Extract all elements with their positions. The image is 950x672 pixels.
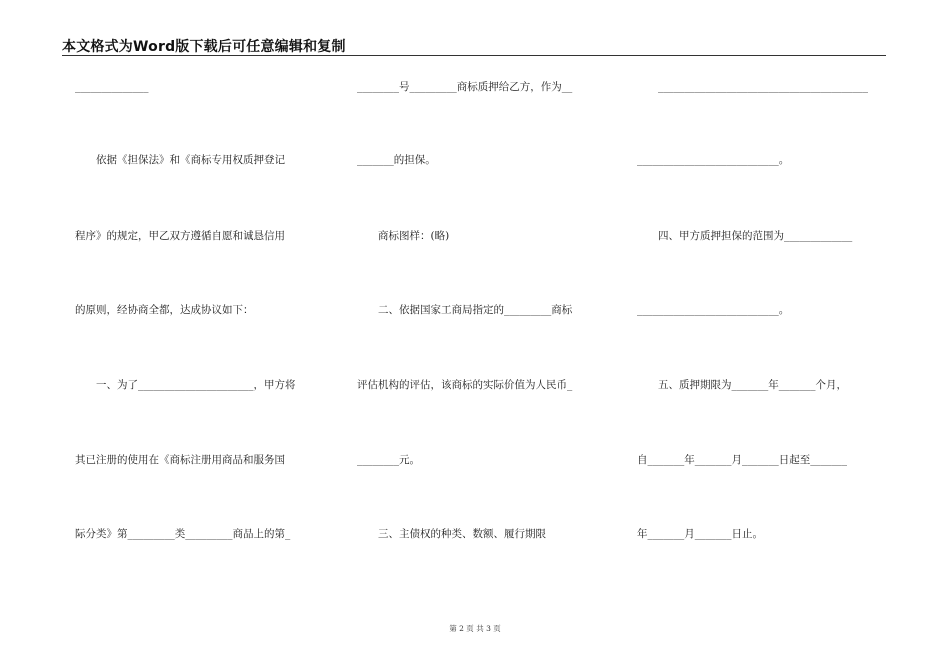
text-line: ________元。 — [357, 454, 420, 466]
text-column-2 — [357, 0, 607, 672]
text-column-3 — [637, 0, 887, 672]
text-line: ________号_________商标质押给乙方，作为__ — [357, 81, 573, 93]
page-footer-number: 第 2 页 共 3 页 — [449, 624, 501, 633]
text-line: 际分类》第_________类_________商品上的第_ — [75, 528, 291, 540]
text-line: 的原则，经协商全都，达成协议如下： — [75, 304, 254, 316]
text-line: 程序》的规定，甲乙双方遵循自愿和诚恳信用 — [75, 230, 285, 242]
text-line: ___________________________。 — [637, 154, 790, 166]
text-line: 评估机构的评估，该商标的实际价值为人民币_ — [357, 379, 573, 391]
text-line: ______________ — [75, 81, 149, 93]
text-line: 五、质押期限为_______年_______个月， — [637, 379, 847, 391]
text-line: 二、依据国家工商局指定的_________商标 — [357, 304, 573, 316]
text-line: 三、主债权的种类、数额、履行期限 — [357, 528, 546, 540]
text-column-1 — [75, 0, 325, 672]
text-line: ________________________________________ — [637, 81, 868, 93]
text-line: 一、为了______________________，甲方将 — [75, 379, 296, 391]
text-line: ___________________________。 — [637, 304, 790, 316]
text-line: _______的担保。 — [357, 154, 436, 166]
text-line: 自_______年_______月_______日起至_______ — [637, 454, 847, 466]
text-line: 其已注册的使用在《商标注册用商品和服务国 — [75, 454, 285, 466]
text-line: 年_______月_______日止。 — [637, 528, 763, 540]
text-line: 依据《担保法》和《商标专用权质押登记 — [75, 154, 285, 166]
text-line: 商标图样：(略) — [357, 230, 450, 242]
text-line: 四、甲方质押担保的范围为_____________ — [637, 230, 853, 242]
page-header-title: 本文格式为Word版下载后可任意编辑和复制 — [62, 39, 346, 55]
